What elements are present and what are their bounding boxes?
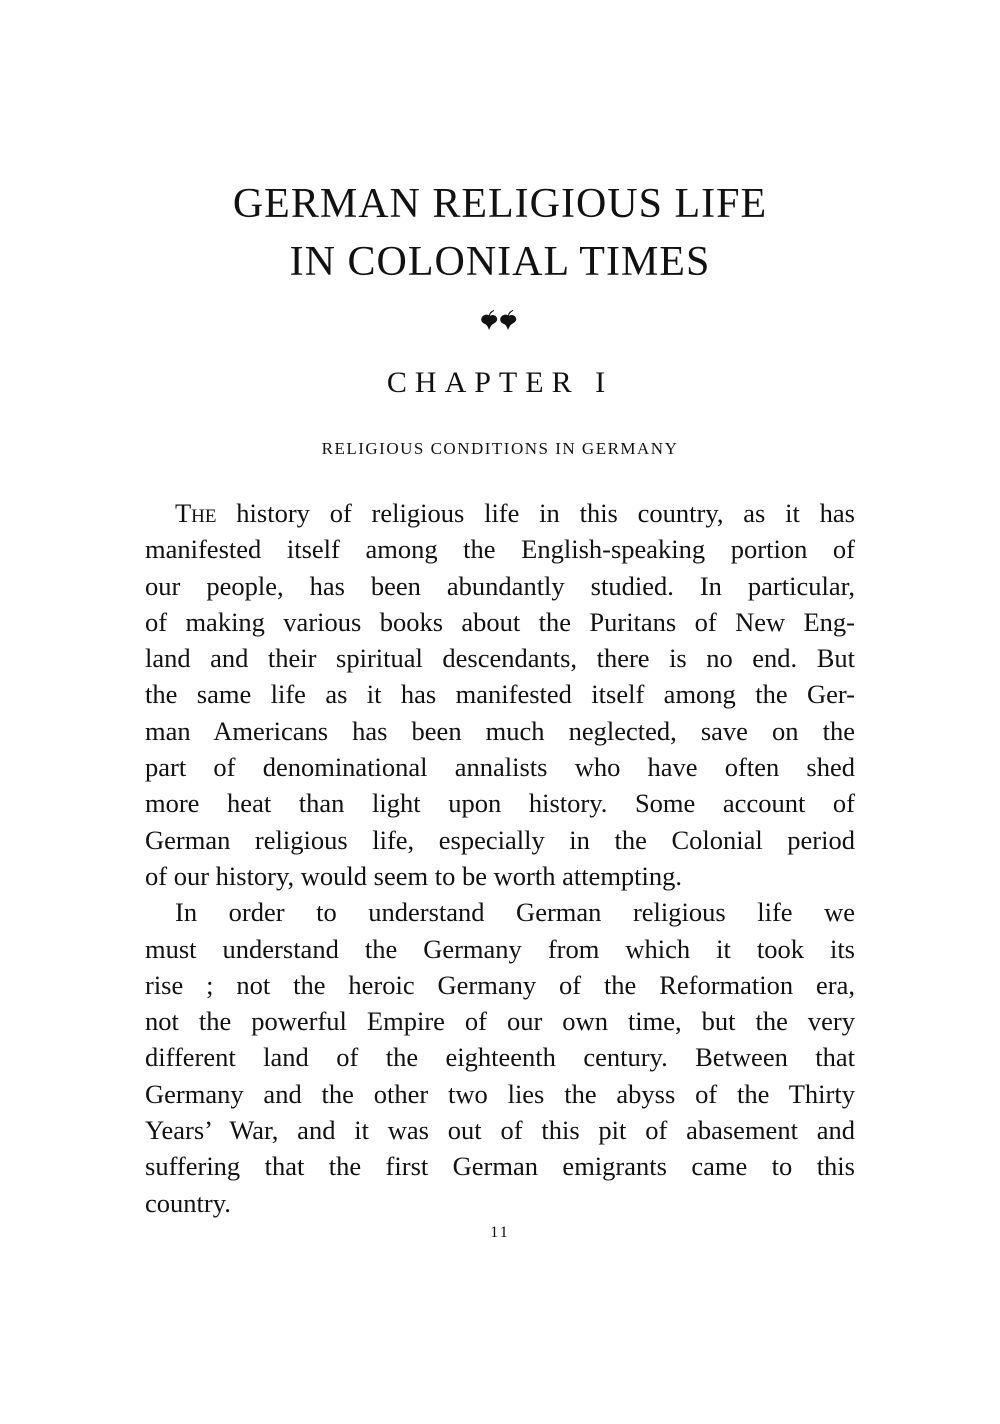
text-line: country. bbox=[145, 1187, 231, 1218]
paragraph-1 bbox=[145, 495, 855, 894]
chapter-title: RELIGIOUS CONDITIONS IN GERMANY bbox=[321, 439, 679, 458]
text-line: the same life as it has manifested itself among the Ger- bbox=[145, 679, 855, 710]
text-line: In order to understand German religious life we bbox=[175, 897, 855, 928]
text-line: manifested itself among the English-speaking portion of bbox=[145, 534, 855, 565]
text-line: not the powerful Empire of our own time, but the very bbox=[145, 1006, 855, 1037]
text-line: part of denominational annalists who have often shed bbox=[145, 752, 855, 783]
book-title-line-1: GERMAN RELIGIOUS LIFE bbox=[232, 181, 768, 227]
text-line: Germany and the other two lies the abyss of the Thirty bbox=[145, 1078, 855, 1109]
chapter-heading: CHAPTER I bbox=[386, 366, 614, 399]
body-text bbox=[145, 495, 855, 1221]
book-title bbox=[0, 175, 1000, 291]
drop-word: The bbox=[175, 498, 217, 528]
text-line: more heat than light upon history. Some account of bbox=[145, 788, 855, 819]
text-line: of our history, would seem to be worth attempting. bbox=[145, 860, 683, 891]
paragraph-2 bbox=[145, 894, 855, 1221]
text-line: suffering that the first German emigrants came to this bbox=[145, 1151, 855, 1182]
fleuron-ornament bbox=[0, 309, 1000, 333]
text-line: Years’ War, and it was out of this pit of abasement and bbox=[145, 1115, 855, 1146]
text-line: man Americans has been much neglected, save on the bbox=[145, 715, 855, 746]
text-line: German religious life, especially in the Colonial period bbox=[145, 824, 855, 855]
book-title-line-2: IN COLONIAL TIMES bbox=[289, 239, 711, 285]
text-line: land and their spiritual descendants, there is no end. But bbox=[145, 643, 855, 674]
text-line: rise ; not the heroic Germany of the Reformation era, bbox=[145, 969, 855, 1000]
text-line: must understand the Germany from which it took its bbox=[145, 933, 855, 964]
text-line: different land of the eighteenth century. Between that bbox=[145, 1042, 855, 1073]
text-line: The history of religious life in this country, as it has bbox=[175, 498, 855, 528]
text-line: our people, has been abundantly studied. In particular, bbox=[145, 570, 855, 601]
page-number: 11 bbox=[490, 1224, 510, 1241]
fleuron-pair-icon bbox=[480, 309, 520, 331]
text-line: of making various books about the Puritans of New Eng- bbox=[145, 606, 855, 637]
